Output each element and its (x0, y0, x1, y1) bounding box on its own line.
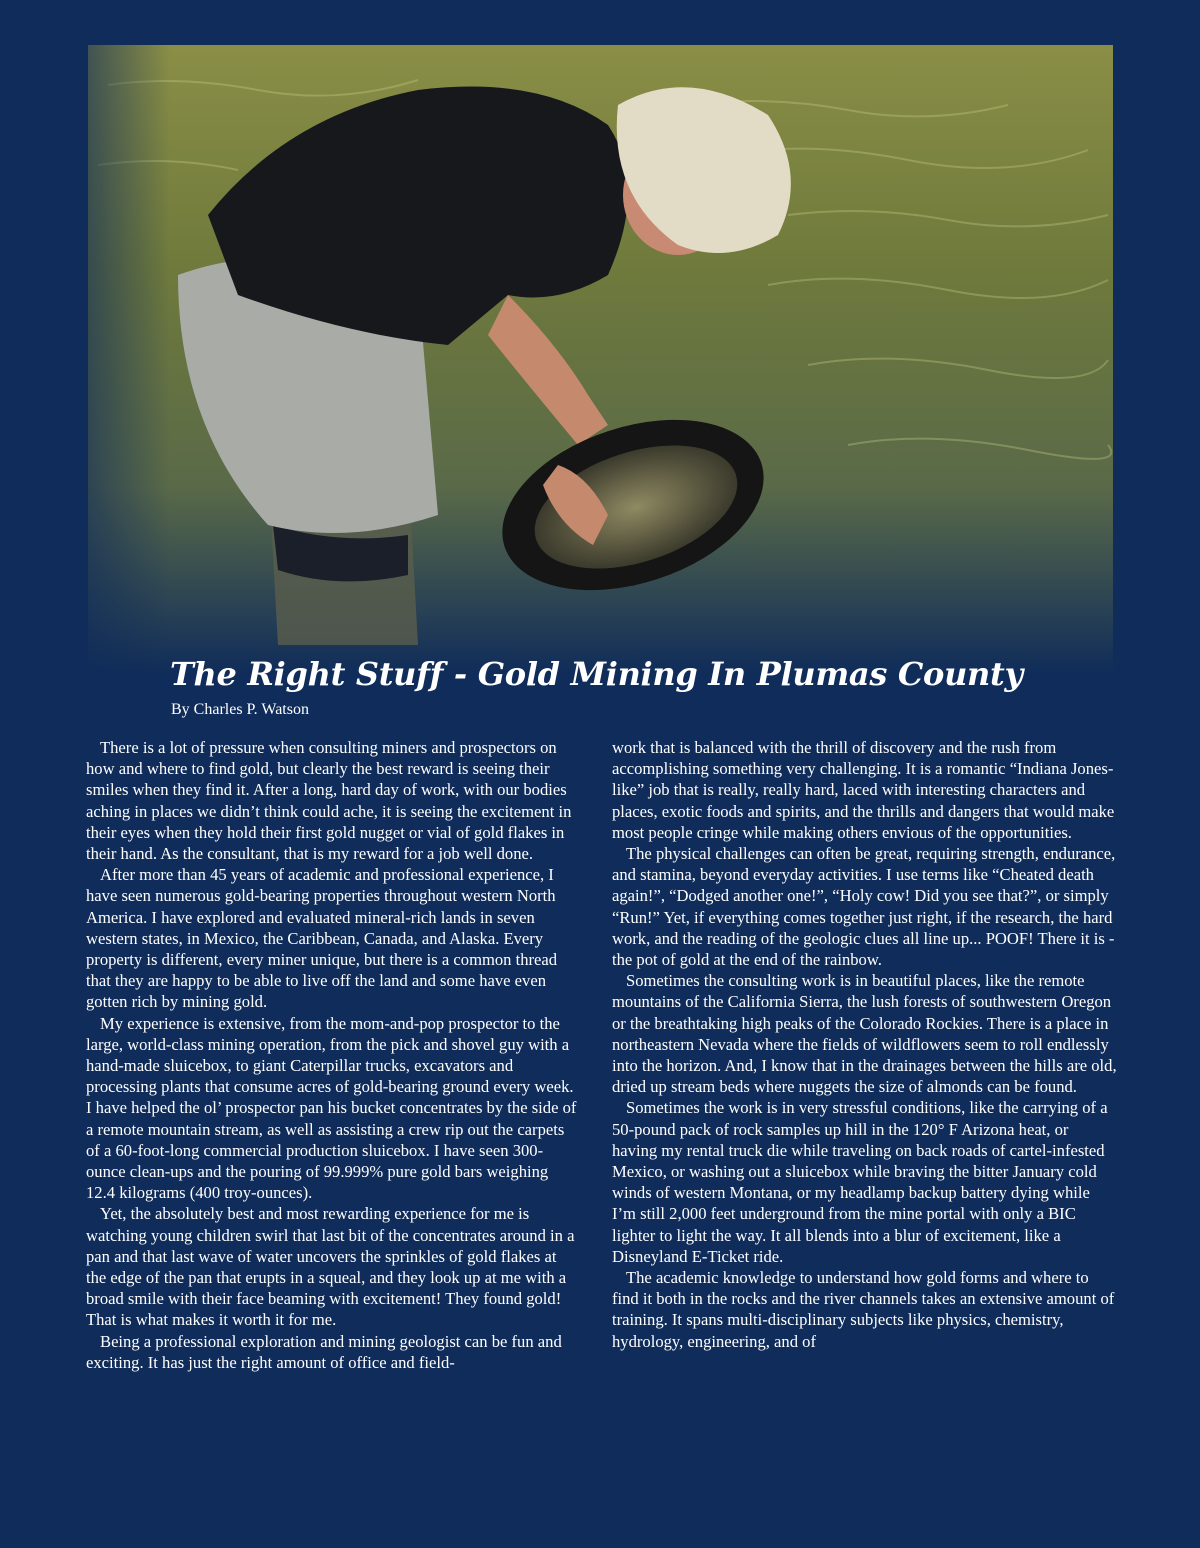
paragraph: Sometimes the consulting work is in beautiful places, like the remote mountains of the California Sierra, the lush forests of southwestern Oregon or the breathtaking high peaks of the Colorado Rockies. There is a place in northeastern Nevada where the fields of wildflowers seem to roll endlessly into the horizon. And, I know that in the drainages between the hills are old, dried up stream beds where nuggets the size of almonds can be found. (612, 971, 1117, 1097)
paragraph: Yet, the absolutely best and most rewarding experience for me is watching young children swirl that last bit of the concentrates around in a pan and that last wave of water uncovers the sprinkles of gold flakes at the edge of the pan that erupts in a squeal, and they look up at me with a broad smile with their face beaming with excitement! They found gold! That is what makes it worth it for me. (86, 1204, 575, 1330)
paragraph: Sometimes the work is in very stressful conditions, like the carrying of a 50-pound pack of rock samples up hill in the 120° F Arizona heat, or having my rental truck die while traveling on back roads of cartel-infested Mexico, or washing out a sluicebox while braving the bitter January cold winds of western Montana, or my headlamp backup battery dying while I’m still 2,000 feet underground from the mine portal with only a BIC lighter to light the way. It all blends into a blur of excitement, like a Disneyland E-Ticket ride. (612, 1098, 1108, 1266)
paragraph: Being a professional exploration and mining geologist can be fun and exciting. It has just the right amount of office and field- (86, 1331, 562, 1372)
paragraph: The physical challenges can often be great, requiring strength, endurance, and stamina, beyond everyday activities. I use terms like “Cheated death again!”, “Dodged another one!”, “Holy cow! Did you see that?”, or simply “Run!” Yet, if everything comes together just right, if the research, the hard work, and the reading of the geologic clues all line up... POOF! There it is - the pot of gold at the end of the rainbow. (612, 844, 1116, 970)
paragraph: My experience is extensive, from the mom-and-pop prospector to the large, world-class mining operation, from the pick and shovel guy with a hand-made sluicebox, to giant Caterpillar trucks, excavators and processing plants that consume acres of gold-bearing ground every week. I have helped the ol’ prospector pan his bucket concentrates by the side of a remote mountain stream, as well as assisting a crew rip out the carpets of a 60-foot-long commercial production sluicebox. I have seen 300-ounce clean-ups and the pouring of 99.999% pure gold bars weighing 12.4 kilograms (400 troy-ounces). (86, 1013, 577, 1203)
article-byline: By Charles P. Watson (171, 701, 309, 718)
paragraph: The academic knowledge to understand how gold forms and where to find it both in the rocks and the river channels takes an extensive amount of training. It spans multi-disciplinary subjects like physics, chemistry, hydrology, engineering, and of (612, 1268, 1115, 1351)
gold-panning-photo (88, 45, 1113, 675)
paragraph: After more than 45 years of academic and professional experience, I have seen numerous gold-bearing properties throughout western North America. I have explored and evaluated mineral-rich lands in seven western states, in Mexico, the Caribbean, Canada, and Alaska. Every property is different, every miner unique, but there is a common thread that they are happy to be able to live off the land and some have even gotten rich by mining gold. (86, 865, 558, 1012)
article-column-right (612, 737, 1117, 1352)
article-title: The Right Stuff - Gold Mining In Plumas County (170, 655, 1023, 693)
paragraph-continued: work that is balanced with the thrill of discovery and the rush from accomplishing something very challenging. It is a romantic “Indiana Jones-like” job that is really, really hard, laced with interesting characters and places, exotic foods and spirits, and the thrills and dangers that would make most people cringe while making others envious of the opportunities. (612, 738, 1115, 842)
article-column-left (86, 737, 578, 1373)
paragraph: There is a lot of pressure when consulting miners and prospectors on how and where to find gold, but clearly the best reward is seeing their smiles when they find it. After a long, hard day of work, with our bodies aching in places we didn’t think could ache, it is seeing the excitement in their eyes when they hold their first gold nugget or vial of gold flakes in their hand. As the consultant, that is my reward for a job well done. (86, 738, 572, 864)
gold-panning-photo-icon (88, 45, 1113, 675)
